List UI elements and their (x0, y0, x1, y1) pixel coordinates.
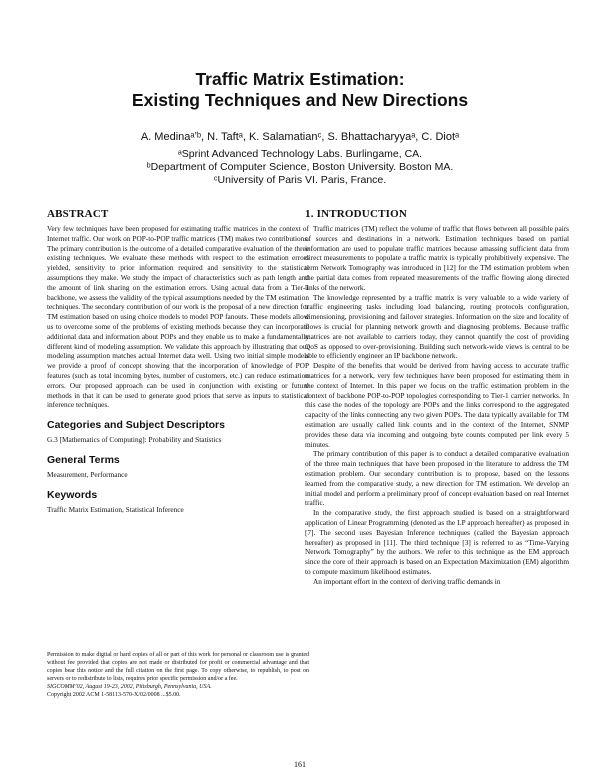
categories-text: G.3 [Mathematics of Computing]: Probability and Statistics (47, 435, 222, 445)
intro-paragraph-6: An important effort in the context of deriving traffic demands in (313, 576, 501, 586)
affiliations (0, 148, 600, 187)
introduction-heading: 1. INTRODUCTION (305, 208, 408, 220)
keywords-heading: Keywords (47, 488, 98, 501)
venue-notice: SIGCOMM’02, August 19-23, 2002, Pittsburgh, Pennsylvania, USA. (47, 684, 212, 690)
title-line-1: Traffic Matrix Estimation: (195, 69, 405, 89)
categories-heading: Categories and Subject Descriptors (47, 419, 225, 432)
affiliation-paris: ᶜUniversity of Paris VI. Paris, France. (213, 174, 387, 186)
keywords-text: Traffic Matrix Estimation, Statistical Inference (47, 504, 184, 514)
right-column (305, 208, 569, 586)
page-number: 161 (294, 760, 306, 769)
intro-paragraph-1: Traffic matrices (TM) reflect the volume of traffic that flows between all possible pairs of sources and destinations in a network. Estimation techniques based on partial information are used to populate traffic matrices because amassing sufficient data from direct measurements to populate a traffic matrix is typically prohibitively expensive. The term Network Tomography was introduced in [12] for the TM estimation problem when the partial data comes from repeated measurements of the traffic flowing along directed links of the network. (305, 224, 569, 292)
permission-notice: Permission to make digital or hard copies of all or part of this work for personal or classroom use is granted without fee provided that copies are not made or distributed for profit or commercial advantage and that copies bear this notice and the full citation on the first page. To copy otherwise, to republish, to post on servers or to redistribute to lists, requires prior specific permission and/or a fee. (47, 652, 309, 682)
abstract-text: Very few techniques have been proposed for estimating traffic matrices in the context of Internet traffic. Our work on POP-to-POP traffic matrices (TM) makes two contributions. The primary contribution is the outcome of a detailed comparative evaluation of the three existing techniques. We evaluate these methods with respect to the estimation errors yielded, sensitivity to prior information required and sensitivity to the statistical assumptions they make. We study the impact of characteristics such as path length and the amount of link sharing on the estimation errors. Using actual data from a Tier-1 backbone, we assess the validity of the typical assumptions needed by the TM estimation techniques. The secondary contribution of our work is the proposal of a new direction for TM estimation based on using choice models to model POP fanouts. These models allow us to overcome some of the problems of existing methods because they can incorporate additional data and information about POPs and they enable us to make a fundamentally different kind of modeling assumption. We validate this approach by illustrating that our modeling assumption matches actual Internet data well. Using two initial simple models we provide a proof of concept showing that the incorporation of knowledge of POP features (such as total incoming bytes, number of customers, etc.) can reduce estimation errors. Our proposed approach can be used in conjunction with existing or future methods in that it can be used to generate good priors that serve as inputs to statistical inference techniques. (47, 224, 309, 410)
general-terms-heading: General Terms (47, 453, 120, 466)
affiliation-sprint: ᵃSprint Advanced Technology Labs. Burlingame, CA. (177, 148, 423, 160)
paper-title (0, 69, 600, 111)
intro-paragraph-2: The knowledge represented by a traffic matrix is very valuable to a wide variety of traffic engineering tasks including load balancing, routing protocols configuration, dimensioning, provisioning and failover strategies. Information on the size and locality of flows is crucial for planning network growth and diagnosing problems. Because traffic matrices are not available to carriers today, they cannot quantify the cost of providing QoS as opposed to over-provisioning. Building such network-wide views is central to be able to efficiently engineer an IP backbone network. (305, 292, 569, 361)
intro-paragraph-3: Despite of the benefits that would be derived from having access to accurate traffic matrices for a network, very few techniques have been proposed for estimating them in the context of Internet. In this paper we focus on the traffic estimation problem in the context of backbone POP-to-POP topologies corresponding to Tier-1 carrier networks. In this case the nodes of the topology are POPs and the links correspond to the aggregated capacity of the links connecting any two given POPs. The data typically available for TM estimation are usually called link counts and in the context of the Internet, SNMP provides these data via incoming and outgoing byte counts computed per link every 5 minutes. (305, 361, 569, 449)
copyright-notice: Copyright 2002 ACM 1-58113-570-X/02/0008 ...$5.00. (47, 692, 181, 698)
title-line-2: Existing Techniques and New Directions (131, 90, 469, 110)
intro-paragraph-5: In the comparative study, the first approach studied is based on a straightforward application of Linear Programming (denoted as the LP approach hereafter) as proposed in [7]. The second uses Bayesian Inference techniques (called the Bayesian approach hereafter) as proposed in [11]. The third technique [3] is referred to as “Time-Varying Network Tomography” by the authors. We refer to this technique as the EM approach since the core of their approach is based on an Expectation Maximization (EM) algorithm to compute maximum likelihood estimates. (305, 508, 569, 576)
author-list: A. Medinaᵃʼᵇ, N. Taftᵃ, K. Salamatianᶜ, S. Bhattacharyyaᵃ, C. Diotᵃ (140, 131, 460, 143)
general-terms-text: Measurement, Performance (47, 469, 128, 479)
intro-paragraph-4: The primary contribution of this paper is to conduct a detailed comparative evaluation of the three main techniques that have been proposed in the literature to address the TM estimation problem. Our secondary contribution is to propose, based on the lessons learned from the comparative study, a new direction for TM estimation. We develop an initial model and perform a preliminary proof of concept evaluation based on real Internet traffic. (305, 449, 569, 508)
abstract-heading: ABSTRACT (47, 208, 109, 220)
copyright-footnote (47, 651, 309, 699)
affiliation-boston: ᵇDepartment of Computer Science, Boston University. Boston MA. (146, 161, 454, 173)
left-column (47, 208, 309, 515)
